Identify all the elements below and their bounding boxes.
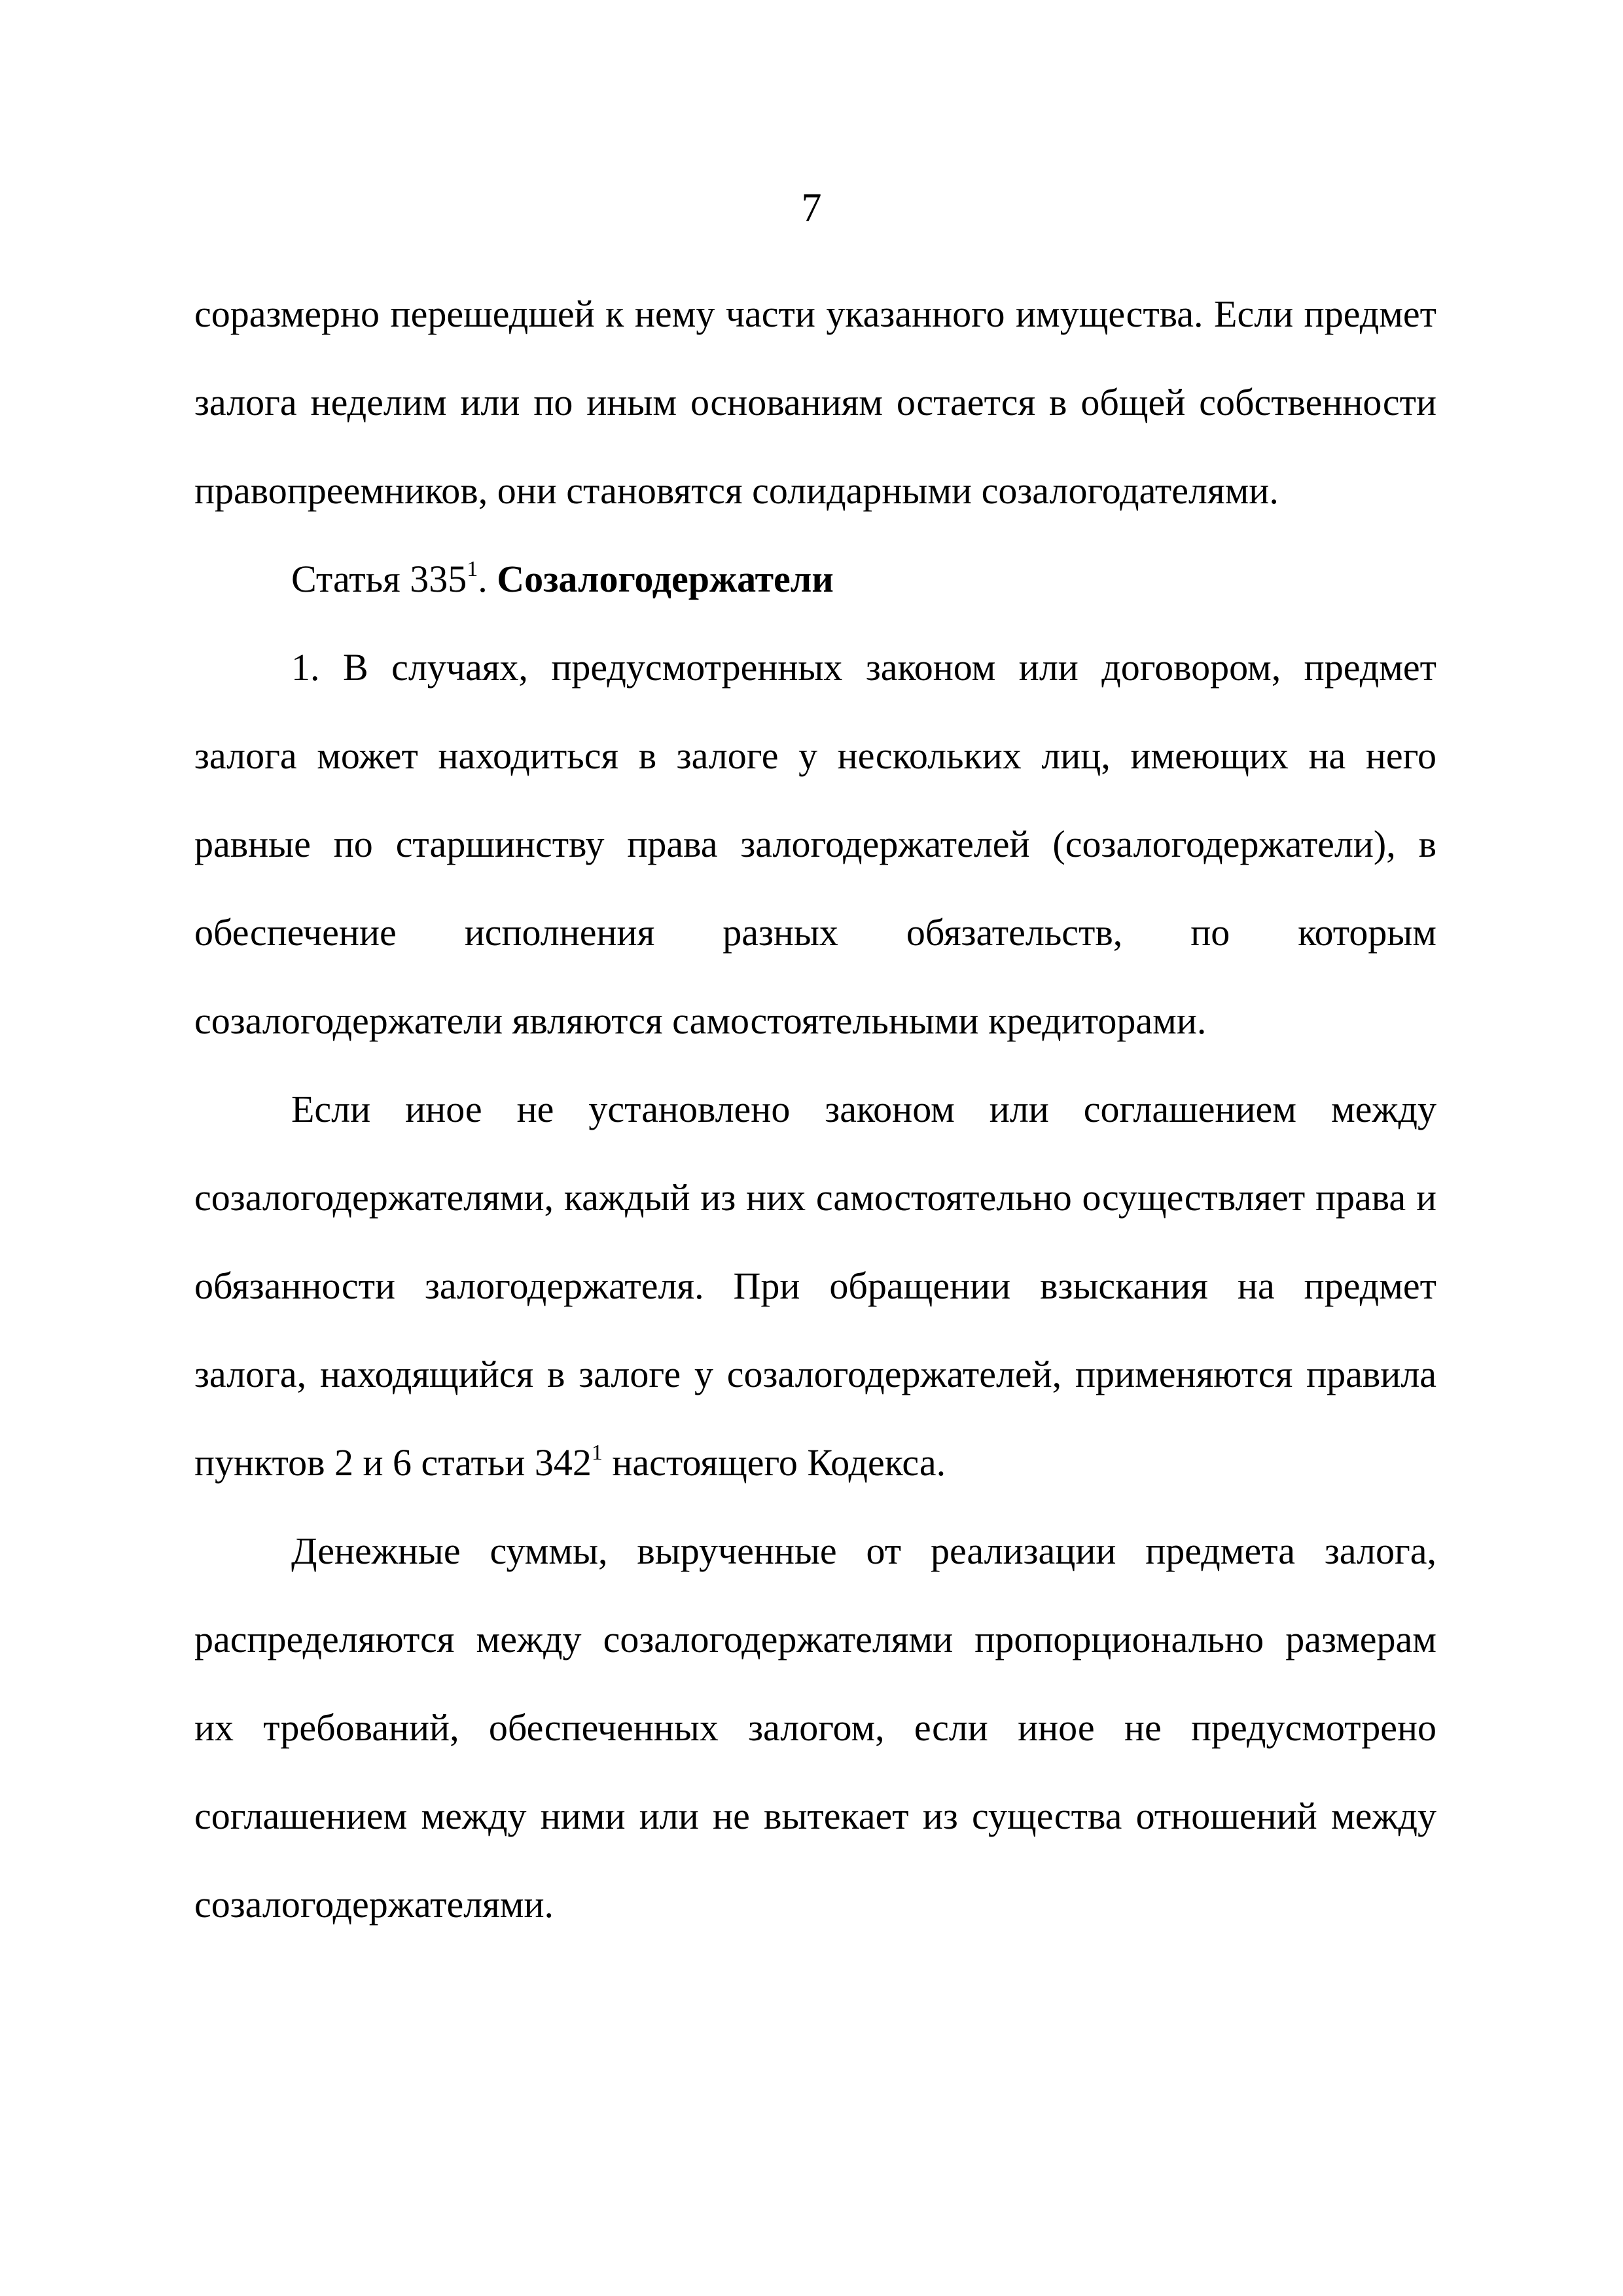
article-title: Созалогодержатели <box>497 558 834 600</box>
article-reference-superscript: 1 <box>591 1440 603 1465</box>
article-number-superscript: 1 <box>467 556 478 581</box>
page-number: 7 <box>801 186 822 230</box>
article-number: Статья 335 <box>291 558 467 600</box>
paragraph-continuation: соразмерно перешедшей к нему части указанного имущества. Если предмет залога неделим или по иным основаниям остается в общей собственности правопреемников, они становятся солидарными созалогодателями. <box>194 293 1436 512</box>
document-body <box>194 270 1436 1948</box>
paragraph-distribution: Денежные суммы, вырученные от реализации предмета залога, распределяются между созалогодержателями пропорционально размерам их требований, обеспеченных залогом, если иное не предусмотрено соглашением между ними или не вытекает из существа отношений между созалогодержателями. <box>194 1530 1436 1926</box>
paragraph-rights-ending: настоящего Кодекса. <box>602 1441 946 1484</box>
paragraph-rights-text: Если иное не установлено законом или соглашением между созалогодержателями, каждый из них самостоятельно осуществляет права и обязанности залогодержателя. При обращении взыскания на предмет залога, находящийся в залоге у созалогодержателей, применяются правила пунктов 2 и 6 статьи 342 <box>194 1088 1436 1484</box>
paragraph-point-1: 1. В случаях, предусмотренных законом или договором, предмет залога может находиться в залоге у нескольких лиц, имеющих на него равные по старшинству права залогодержателей (созалогодержатели), в обеспечение исполнения разных обязательств, по которым созалогодержатели являются самостоятельными кредиторами. <box>194 646 1436 1042</box>
paragraph-rights <box>194 1065 1436 1507</box>
article-heading <box>194 535 1436 623</box>
article-separator: . <box>478 558 497 600</box>
